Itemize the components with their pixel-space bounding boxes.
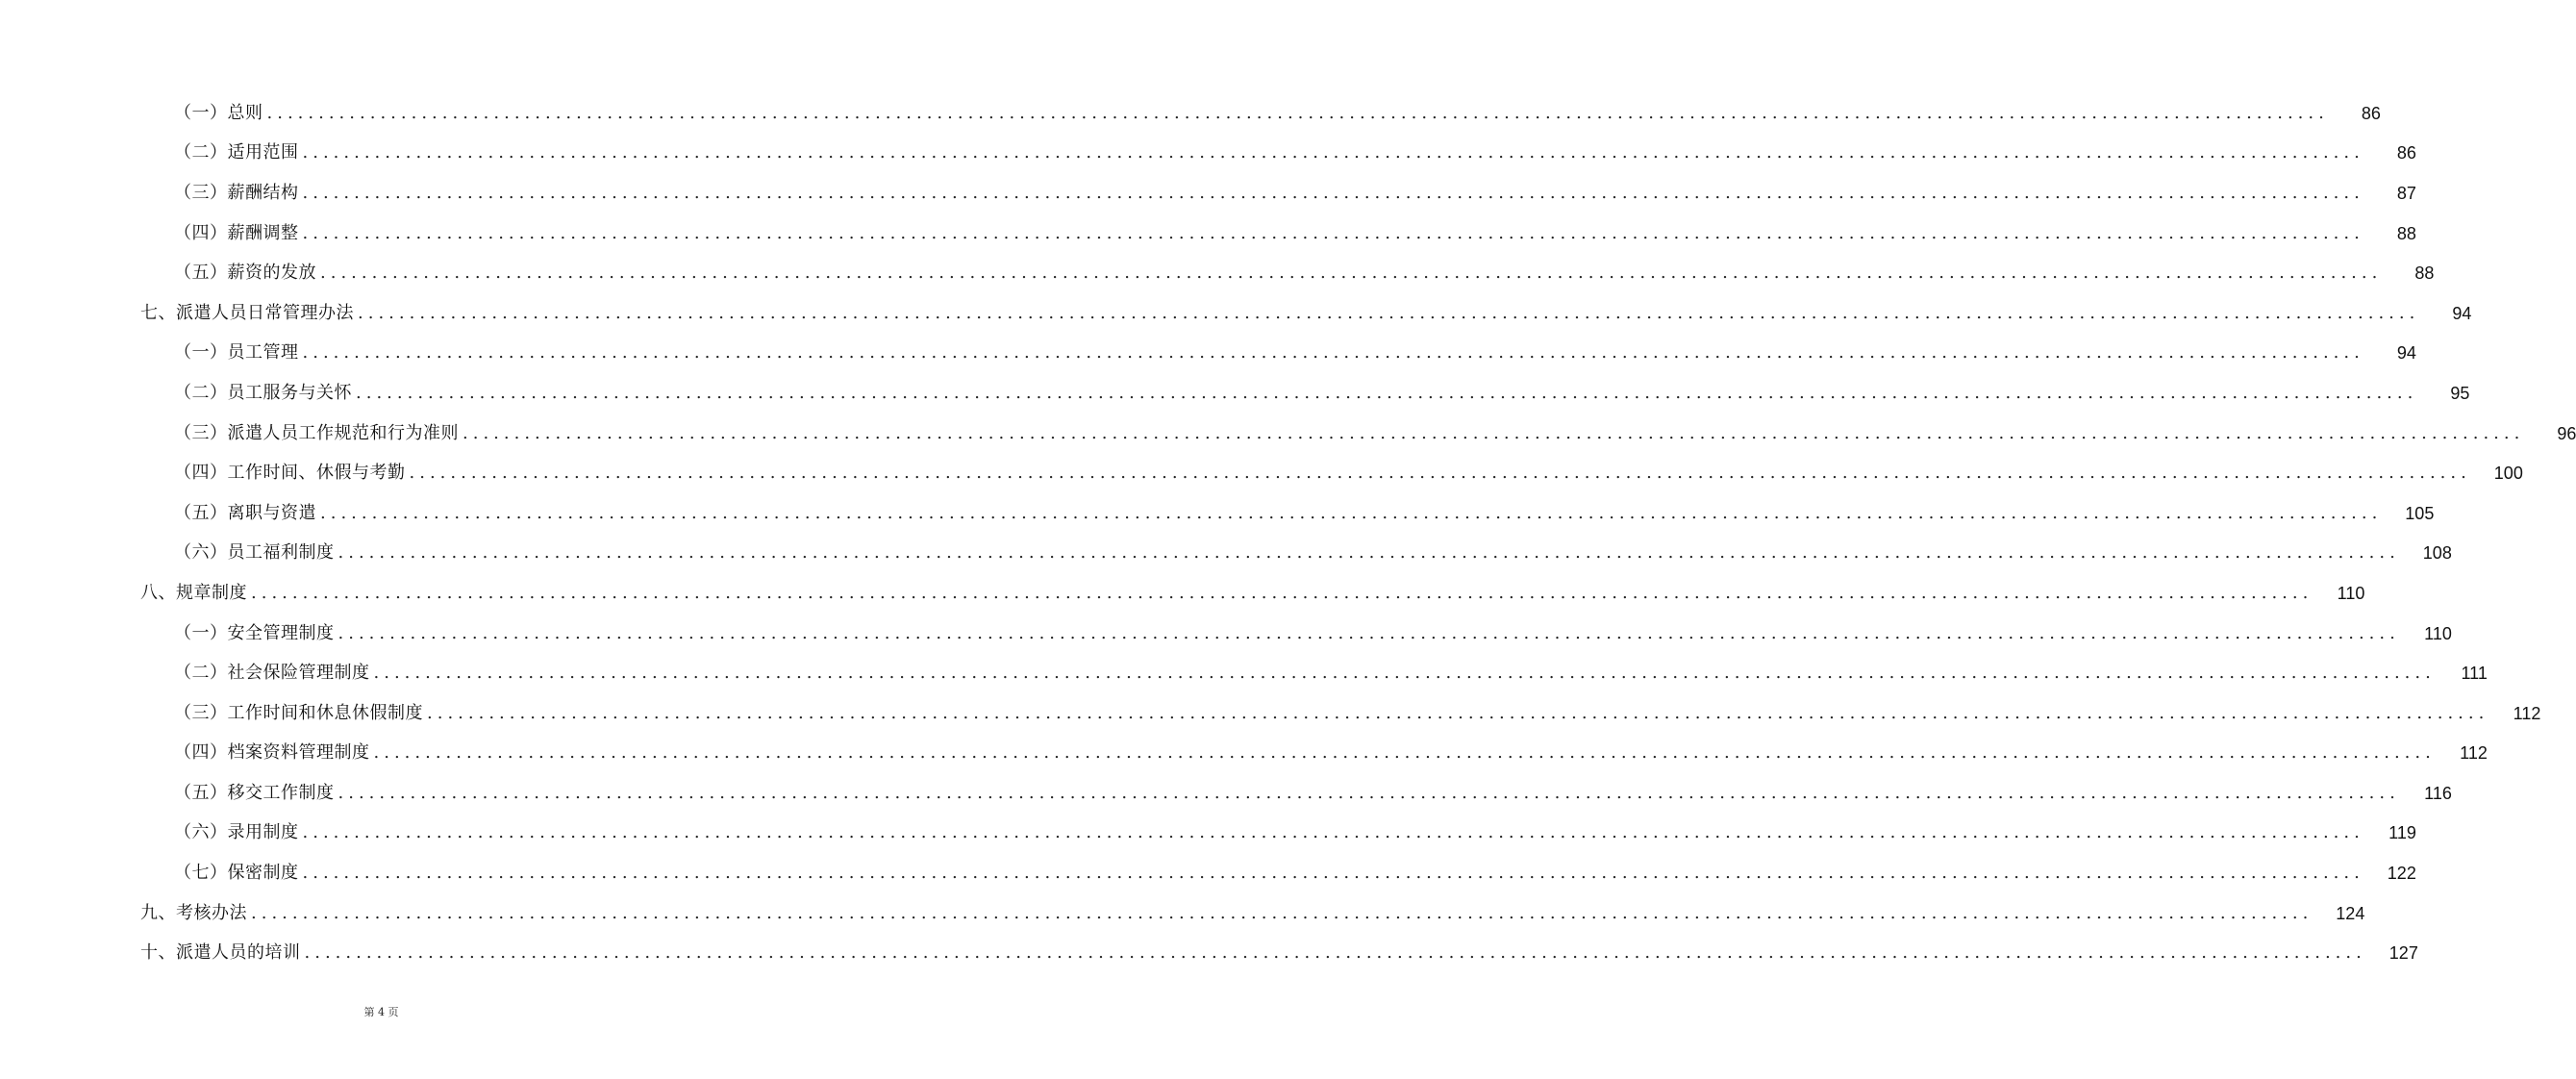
toc-entry[interactable]	[0, 213, 2416, 254]
toc-entry[interactable]	[0, 893, 2365, 934]
toc-leader-dots: ........................................................................................................................................................................................................	[302, 342, 2364, 364]
toc-entry-page-number: 94	[2396, 343, 2416, 364]
toc-entry[interactable]	[0, 734, 2488, 774]
toc-entry[interactable]	[0, 493, 2435, 534]
toc-entry-page-number: 112	[2460, 743, 2488, 764]
toc-leader-dots: ........................................................................................................................................................................................................	[302, 182, 2364, 203]
toc-entry[interactable]	[0, 334, 2416, 374]
toc-entry-page-number: 116	[2424, 783, 2452, 803]
toc-entry[interactable]	[0, 173, 2416, 213]
toc-entry-title: （一）总则	[174, 102, 263, 123]
toc-entry-title: （五）移交工作制度	[174, 782, 335, 803]
toc-leader-dots: ........................................................................................................................................................................................................	[320, 502, 2383, 523]
toc-entry-page-number: 108	[2422, 543, 2452, 564]
toc-entry[interactable]	[0, 853, 2416, 893]
toc-entry-title: 九、考核办法	[140, 902, 247, 923]
toc-entry[interactable]	[0, 414, 2576, 454]
toc-entry[interactable]	[0, 373, 2470, 414]
toc-leader-dots: ........................................................................................................................................................................................................	[266, 102, 2329, 123]
toc-entry[interactable]	[0, 773, 2452, 814]
page-number-footer: 第 4 页	[363, 1006, 399, 1018]
toc-leader-dots: ........................................................................................................................................................................................................	[373, 663, 2436, 684]
toc-leader-dots: ........................................................................................................................................................................................................	[427, 702, 2489, 723]
toc-leader-dots: ........................................................................................................................................................................................................	[251, 902, 2313, 923]
toc-leader-dots: ........................................................................................................................................................................................................	[304, 942, 2366, 964]
toc-entry-title: （三）工作时间和休息休假制度	[174, 702, 423, 723]
toc-entry-title: （二）员工服务与关怀	[174, 382, 352, 403]
toc-entry-title: （二）适用范围	[174, 142, 299, 163]
toc-entry-title: （一）员工管理	[174, 342, 299, 364]
toc-entry-page-number: 127	[2388, 943, 2418, 964]
toc-entry-page-number: 111	[2461, 664, 2488, 684]
toc-entry-page-number: 110	[2337, 583, 2365, 603]
toc-entry-page-number: 95	[2450, 383, 2470, 403]
toc-leader-dots: ........................................................................................................................................................................................................	[302, 222, 2364, 243]
toc-entry[interactable]	[0, 134, 2416, 174]
toc-entry-page-number: 87	[2396, 183, 2416, 203]
toc-entry-title: （四）工作时间、休假与考勤	[174, 463, 406, 484]
toc-leader-dots: ........................................................................................................................................................................................................	[338, 542, 2400, 564]
toc-leader-dots: ........................................................................................................................................................................................................	[373, 742, 2436, 764]
toc-entry-page-number: 86	[2361, 103, 2381, 123]
toc-leader-dots: ........................................................................................................................................................................................................	[320, 263, 2383, 284]
toc-entry-title: （二）社会保险管理制度	[174, 663, 370, 684]
toc-entry-title: 七、派遣人员日常管理办法	[140, 302, 354, 323]
toc-entry-page-number: 94	[2452, 303, 2472, 323]
toc-entry-title: （一）安全管理制度	[174, 622, 335, 643]
toc-entry[interactable]	[0, 573, 2365, 614]
toc-entry-title: （六）员工福利制度	[174, 542, 335, 564]
toc-entry[interactable]	[0, 693, 2541, 734]
toc-entry[interactable]	[0, 614, 2452, 654]
toc-leader-dots: ........................................................................................................................................................................................................	[358, 302, 2420, 323]
toc-entry-title: （六）录用制度	[174, 822, 299, 843]
toc-entry-page-number: 112	[2513, 703, 2541, 723]
toc-leader-dots: ........................................................................................................................................................................................................	[338, 782, 2400, 803]
table-of-contents	[0, 93, 2576, 973]
toc-entry-title: （三）派遣人员工作规范和行为准则	[174, 422, 459, 443]
toc-entry[interactable]	[0, 933, 2418, 973]
toc-entry[interactable]	[0, 534, 2452, 574]
toc-entry-page-number: 88	[2414, 263, 2435, 284]
toc-entry[interactable]	[0, 293, 2472, 334]
toc-entry-title: 八、规章制度	[140, 582, 247, 603]
toc-entry[interactable]	[0, 253, 2435, 293]
toc-entry[interactable]	[0, 653, 2488, 693]
toc-leader-dots: ........................................................................................................................................................................................................	[302, 863, 2364, 884]
toc-entry-page-number: 119	[2388, 823, 2416, 843]
toc-entry-page-number: 86	[2396, 143, 2416, 163]
toc-entry-title: （七）保密制度	[174, 863, 299, 884]
toc-entry[interactable]	[0, 814, 2416, 854]
toc-entry-title: （五）离职与资遣	[174, 502, 316, 523]
toc-entry-page-number: 105	[2405, 503, 2435, 523]
toc-entry-title: （四）档案资料管理制度	[174, 742, 370, 764]
toc-entry-title: （四）薪酬调整	[174, 222, 299, 243]
toc-leader-dots: ........................................................................................................................................................................................................	[463, 422, 2525, 443]
toc-leader-dots: ........................................................................................................................................................................................................	[338, 622, 2400, 643]
toc-leader-dots: ........................................................................................................................................................................................................	[302, 142, 2364, 163]
toc-entry-title: （五）薪资的发放	[174, 263, 316, 284]
toc-leader-dots: ........................................................................................................................................................................................................	[251, 582, 2313, 603]
toc-leader-dots: ........................................................................................................................................................................................................	[302, 822, 2364, 843]
toc-entry-page-number: 110	[2424, 623, 2452, 643]
toc-entry-page-number: 122	[2387, 864, 2416, 884]
toc-entry-page-number: 124	[2336, 903, 2365, 923]
toc-entry-title: （三）薪酬结构	[174, 182, 299, 203]
toc-entry-title: 十、派遣人员的培训	[140, 942, 301, 964]
toc-entry-page-number: 100	[2493, 464, 2523, 484]
toc-entry[interactable]	[0, 93, 2381, 134]
toc-leader-dots: ........................................................................................................................................................................................................	[356, 382, 2418, 403]
toc-entry-page-number: 88	[2396, 223, 2416, 243]
toc-entry[interactable]	[0, 453, 2523, 493]
toc-entry-page-number: 96	[2557, 423, 2576, 443]
toc-leader-dots: ........................................................................................................................................................................................................	[409, 463, 2471, 484]
